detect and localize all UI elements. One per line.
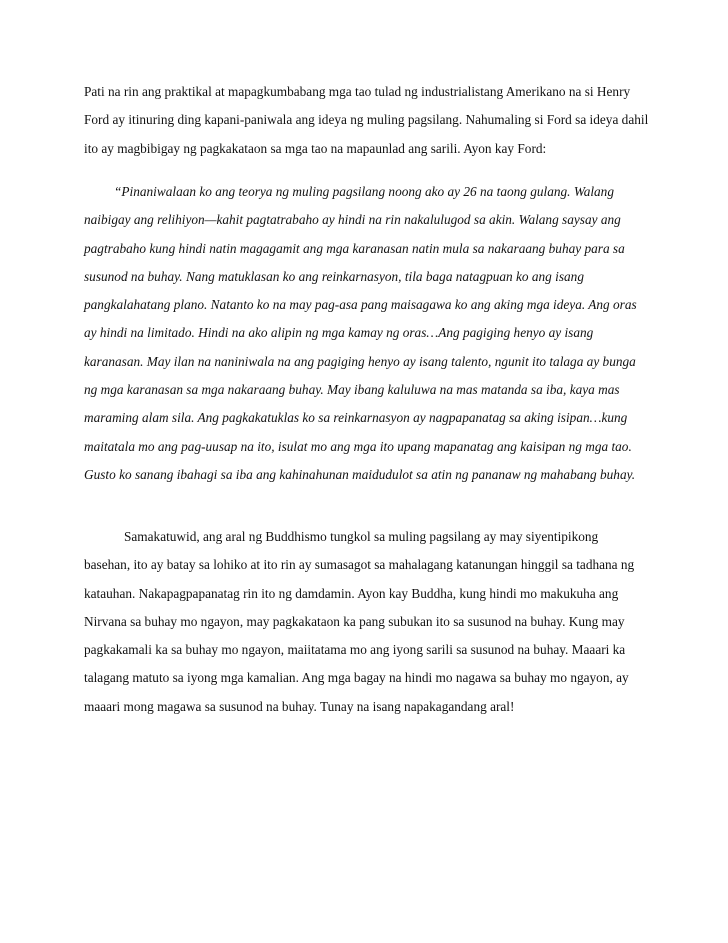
text-line: talagang matuto sa iyong mga kamalian. Ang mga bagay na hindi mo nagawa sa buhay mo ngayon, ay: [84, 670, 629, 686]
ford-quote-paragraph: [84, 178, 650, 489]
text-line: susunod na buhay. Nang matuklasan ko ang reinkarnasyon, tila baga natagpuan ko ang isang: [84, 268, 584, 284]
text-line: maitatala mo ang pag-uusap na ito, isulat mo ang mga ito upang mapanatag ang kaisipan ng mga tao.: [84, 438, 632, 454]
text-line: ito ay magbibigay ng pagkakataon sa mga tao na mapaunlad ang sarili. Ayon kay Ford:: [84, 140, 547, 156]
text-line: [84, 178, 650, 206]
text-line: karanasan. May ilan na naniniwala na ang pagiging henyo ay isang talento, ngunit ito talaga ay bunga: [84, 353, 636, 369]
quote-first-line: “Pinaniwalaan ko ang teorya ng muling pagsilang noong ako ay 26 na taong gulang. Walang: [114, 184, 614, 199]
text-line: basehan, ito ay batay sa lohiko at ito rin ay sumasagot sa mahalagang katanungan hinggil sa tadhana ng: [84, 557, 635, 573]
text-line: Gusto ko sanang ibahagi sa iba ang kahinahunan maidudulot sa atin ng pananaw ng mahabang buhay.: [84, 466, 636, 482]
text-line: Nirvana sa buhay mo ngayon, may pagkakataon ka pang subukan ito sa susunod na buhay. Kung may: [84, 613, 625, 629]
text-line: Pati na rin ang praktikal at mapagkumbabang mga tao tulad ng industrialistang Amerikano na si Henry: [84, 84, 631, 99]
intro-paragraph: [84, 78, 650, 163]
text-line: naibigay ang relihiyon—kahit pagtatrabaho ay hindi na rin nakalulugod sa akin. Walang saysay ang: [84, 212, 621, 228]
text-line: ay hindi na limitado. Hindi na ako alipin ng mga kamay ng oras…Ang pagiging henyo ay isang: [84, 325, 594, 341]
text-line: Ford ay itinuring ding kapani-paniwala ang ideya ng muling pagsilang. Nahumaling si Ford sa ideya dahil: [84, 112, 649, 128]
text-line: pagkakamali ka sa buhay mo ngayon, maiitatama mo ang iyong sarili sa susunod na buhay. Maaari ka: [84, 642, 626, 658]
conclusion-first-line: Samakatuwid, ang aral ng Buddhismo tungkol sa muling pagsilang ay may siyentipikong: [124, 529, 599, 544]
text-line: katauhan. Nakapagpapanatag rin ito ng damdamin. Ayon kay Buddha, kung hindi mo makukuha ang: [84, 585, 619, 601]
text-line: [84, 523, 650, 551]
text-line: pangkalahatang plano. Natanto ko na may pag-asa pang maisagawa ko ang aking mga ideya. Ang oras: [84, 297, 637, 313]
text-line: pagtrabaho kung hindi natin magagamit ang mga karanasan natin mula sa nakaraang buhay para sa: [84, 240, 625, 256]
text-line: maraming alam sila. Ang pagkakatuklas ko sa reinkarnasyon ay nagpapanatag sa aking isipan…kung: [84, 410, 628, 426]
conclusion-paragraph: [84, 523, 650, 721]
text-line: maaari mong magawa sa susunod na buhay. Tunay na isang napakagandang aral!: [84, 698, 515, 714]
text-line: ng mga karanasan sa mga nakaraang buhay. May ibang kaluluwa na mas matanda sa iba, kaya mas: [84, 382, 620, 398]
